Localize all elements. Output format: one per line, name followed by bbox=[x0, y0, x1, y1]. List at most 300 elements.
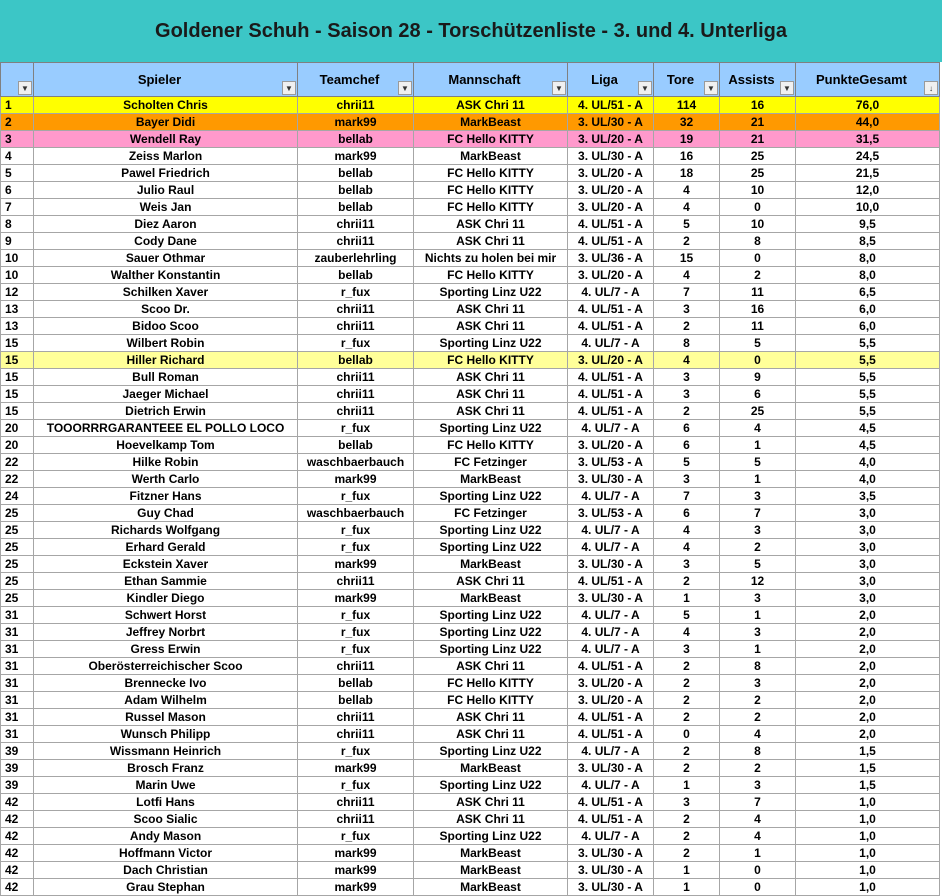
cell-liga[interactable]: 4. UL/7 - A bbox=[568, 335, 654, 352]
cell-punkte[interactable]: 5,5 bbox=[796, 335, 940, 352]
cell-tore[interactable]: 4 bbox=[654, 267, 720, 284]
sort-descending-icon[interactable]: ↓ bbox=[924, 81, 938, 95]
cell-mannschaft[interactable]: FC Hello KITTY bbox=[414, 131, 568, 148]
cell-teamchef[interactable]: bellab bbox=[298, 267, 414, 284]
cell-rank[interactable]: 7 bbox=[1, 199, 34, 216]
cell-rank[interactable]: 8 bbox=[1, 216, 34, 233]
cell-assists[interactable]: 5 bbox=[720, 335, 796, 352]
cell-spieler[interactable]: Bidoo Scoo bbox=[34, 318, 298, 335]
cell-liga[interactable]: 4. UL/51 - A bbox=[568, 97, 654, 114]
cell-rank[interactable]: 24 bbox=[1, 488, 34, 505]
cell-liga[interactable]: 4. UL/51 - A bbox=[568, 794, 654, 811]
cell-punkte[interactable]: 4,5 bbox=[796, 420, 940, 437]
cell-liga[interactable]: 4. UL/7 - A bbox=[568, 641, 654, 658]
dropdown-arrow-icon[interactable]: ▼ bbox=[398, 81, 412, 95]
cell-assists[interactable]: 25 bbox=[720, 403, 796, 420]
cell-assists[interactable]: 21 bbox=[720, 114, 796, 131]
cell-spieler[interactable]: Kindler Diego bbox=[34, 590, 298, 607]
cell-liga[interactable]: 3. UL/30 - A bbox=[568, 845, 654, 862]
cell-mannschaft[interactable]: FC Hello KITTY bbox=[414, 165, 568, 182]
cell-punkte[interactable]: 1,0 bbox=[796, 879, 940, 896]
cell-punkte[interactable]: 6,0 bbox=[796, 301, 940, 318]
cell-punkte[interactable]: 9,5 bbox=[796, 216, 940, 233]
cell-liga[interactable]: 4. UL/7 - A bbox=[568, 539, 654, 556]
cell-punkte[interactable]: 2,0 bbox=[796, 658, 940, 675]
cell-mannschaft[interactable]: Sporting Linz U22 bbox=[414, 743, 568, 760]
dropdown-arrow-icon[interactable]: ▼ bbox=[282, 81, 296, 95]
cell-mannschaft[interactable]: FC Hello KITTY bbox=[414, 352, 568, 369]
table-row[interactable] bbox=[1, 403, 940, 420]
cell-mannschaft[interactable]: ASK Chri 11 bbox=[414, 216, 568, 233]
cell-spieler[interactable]: Zeiss Marlon bbox=[34, 148, 298, 165]
cell-spieler[interactable]: Oberösterreichischer Scoo bbox=[34, 658, 298, 675]
cell-liga[interactable]: 4. UL/7 - A bbox=[568, 743, 654, 760]
cell-liga[interactable]: 4. UL/7 - A bbox=[568, 777, 654, 794]
cell-rank[interactable]: 39 bbox=[1, 743, 34, 760]
cell-mannschaft[interactable]: ASK Chri 11 bbox=[414, 794, 568, 811]
cell-mannschaft[interactable]: Sporting Linz U22 bbox=[414, 284, 568, 301]
cell-rank[interactable]: 10 bbox=[1, 267, 34, 284]
cell-spieler[interactable]: Scholten Chris bbox=[34, 97, 298, 114]
table-row[interactable] bbox=[1, 624, 940, 641]
cell-tore[interactable]: 1 bbox=[654, 862, 720, 879]
cell-spieler[interactable]: Brosch Franz bbox=[34, 760, 298, 777]
table-row[interactable] bbox=[1, 471, 940, 488]
cell-mannschaft[interactable]: ASK Chri 11 bbox=[414, 318, 568, 335]
cell-tore[interactable]: 18 bbox=[654, 165, 720, 182]
cell-punkte[interactable]: 3,0 bbox=[796, 556, 940, 573]
cell-liga[interactable]: 3. UL/20 - A bbox=[568, 182, 654, 199]
table-row[interactable] bbox=[1, 811, 940, 828]
cell-rank[interactable]: 31 bbox=[1, 641, 34, 658]
cell-punkte[interactable]: 5,5 bbox=[796, 352, 940, 369]
cell-tore[interactable]: 3 bbox=[654, 301, 720, 318]
table-row[interactable] bbox=[1, 369, 940, 386]
cell-assists[interactable]: 3 bbox=[720, 675, 796, 692]
cell-teamchef[interactable]: r_fux bbox=[298, 284, 414, 301]
cell-spieler[interactable]: Bull Roman bbox=[34, 369, 298, 386]
cell-spieler[interactable]: Scoo Dr. bbox=[34, 301, 298, 318]
table-row[interactable] bbox=[1, 437, 940, 454]
cell-liga[interactable]: 3. UL/30 - A bbox=[568, 471, 654, 488]
cell-teamchef[interactable]: mark99 bbox=[298, 760, 414, 777]
table-row[interactable] bbox=[1, 879, 940, 896]
cell-rank[interactable]: 42 bbox=[1, 845, 34, 862]
cell-spieler[interactable]: Adam Wilhelm bbox=[34, 692, 298, 709]
cell-rank[interactable]: 15 bbox=[1, 335, 34, 352]
cell-teamchef[interactable]: bellab bbox=[298, 199, 414, 216]
cell-assists[interactable]: 2 bbox=[720, 692, 796, 709]
cell-liga[interactable]: 3. UL/20 - A bbox=[568, 165, 654, 182]
table-row[interactable] bbox=[1, 743, 940, 760]
cell-assists[interactable]: 8 bbox=[720, 743, 796, 760]
cell-tore[interactable]: 2 bbox=[654, 845, 720, 862]
cell-rank[interactable]: 42 bbox=[1, 794, 34, 811]
cell-punkte[interactable]: 5,5 bbox=[796, 386, 940, 403]
cell-assists[interactable]: 6 bbox=[720, 386, 796, 403]
table-row[interactable] bbox=[1, 607, 940, 624]
cell-mannschaft[interactable]: MarkBeast bbox=[414, 845, 568, 862]
cell-mannschaft[interactable]: ASK Chri 11 bbox=[414, 369, 568, 386]
table-row[interactable] bbox=[1, 692, 940, 709]
cell-rank[interactable]: 25 bbox=[1, 505, 34, 522]
cell-spieler[interactable]: Jeffrey Norbrt bbox=[34, 624, 298, 641]
table-row[interactable] bbox=[1, 641, 940, 658]
table-row[interactable] bbox=[1, 352, 940, 369]
cell-tore[interactable]: 0 bbox=[654, 726, 720, 743]
cell-spieler[interactable]: Scoo Sialic bbox=[34, 811, 298, 828]
cell-punkte[interactable]: 4,5 bbox=[796, 437, 940, 454]
cell-punkte[interactable]: 5,5 bbox=[796, 369, 940, 386]
cell-teamchef[interactable]: waschbaerbauch bbox=[298, 505, 414, 522]
cell-teamchef[interactable]: r_fux bbox=[298, 641, 414, 658]
cell-mannschaft[interactable]: MarkBeast bbox=[414, 114, 568, 131]
cell-mannschaft[interactable]: FC Hello KITTY bbox=[414, 267, 568, 284]
cell-mannschaft[interactable]: MarkBeast bbox=[414, 148, 568, 165]
cell-assists[interactable]: 7 bbox=[720, 505, 796, 522]
cell-mannschaft[interactable]: ASK Chri 11 bbox=[414, 811, 568, 828]
cell-punkte[interactable]: 2,0 bbox=[796, 641, 940, 658]
cell-tore[interactable]: 2 bbox=[654, 318, 720, 335]
table-row[interactable] bbox=[1, 216, 940, 233]
cell-punkte[interactable]: 2,0 bbox=[796, 726, 940, 743]
cell-tore[interactable]: 4 bbox=[654, 624, 720, 641]
dropdown-arrow-icon[interactable]: ▼ bbox=[638, 81, 652, 95]
cell-spieler[interactable]: Pawel Friedrich bbox=[34, 165, 298, 182]
cell-assists[interactable]: 0 bbox=[720, 862, 796, 879]
cell-assists[interactable]: 4 bbox=[720, 420, 796, 437]
cell-tore[interactable]: 2 bbox=[654, 709, 720, 726]
cell-spieler[interactable]: Erhard Gerald bbox=[34, 539, 298, 556]
cell-punkte[interactable]: 1,5 bbox=[796, 743, 940, 760]
dropdown-arrow-icon[interactable]: ▼ bbox=[780, 81, 794, 95]
table-row[interactable] bbox=[1, 522, 940, 539]
cell-spieler[interactable]: Gress Erwin bbox=[34, 641, 298, 658]
cell-teamchef[interactable]: bellab bbox=[298, 131, 414, 148]
cell-teamchef[interactable]: r_fux bbox=[298, 488, 414, 505]
cell-mannschaft[interactable]: Sporting Linz U22 bbox=[414, 335, 568, 352]
cell-punkte[interactable]: 8,5 bbox=[796, 233, 940, 250]
cell-assists[interactable]: 0 bbox=[720, 879, 796, 896]
cell-rank[interactable]: 10 bbox=[1, 250, 34, 267]
cell-punkte[interactable]: 3,0 bbox=[796, 505, 940, 522]
cell-liga[interactable]: 4. UL/7 - A bbox=[568, 607, 654, 624]
cell-assists[interactable]: 4 bbox=[720, 726, 796, 743]
table-row[interactable] bbox=[1, 148, 940, 165]
cell-tore[interactable]: 2 bbox=[654, 828, 720, 845]
cell-spieler[interactable]: Hiller Richard bbox=[34, 352, 298, 369]
cell-assists[interactable]: 2 bbox=[720, 760, 796, 777]
table-row[interactable] bbox=[1, 590, 940, 607]
cell-punkte[interactable]: 3,0 bbox=[796, 573, 940, 590]
cell-teamchef[interactable]: mark99 bbox=[298, 590, 414, 607]
cell-mannschaft[interactable]: MarkBeast bbox=[414, 471, 568, 488]
cell-tore[interactable]: 2 bbox=[654, 658, 720, 675]
cell-teamchef[interactable]: r_fux bbox=[298, 607, 414, 624]
cell-teamchef[interactable]: bellab bbox=[298, 352, 414, 369]
cell-teamchef[interactable]: mark99 bbox=[298, 148, 414, 165]
cell-liga[interactable]: 3. UL/20 - A bbox=[568, 267, 654, 284]
table-row[interactable] bbox=[1, 488, 940, 505]
cell-tore[interactable]: 4 bbox=[654, 352, 720, 369]
cell-rank[interactable]: 39 bbox=[1, 760, 34, 777]
cell-assists[interactable]: 11 bbox=[720, 284, 796, 301]
cell-tore[interactable]: 2 bbox=[654, 675, 720, 692]
cell-rank[interactable]: 15 bbox=[1, 352, 34, 369]
cell-tore[interactable]: 4 bbox=[654, 539, 720, 556]
cell-assists[interactable]: 12 bbox=[720, 573, 796, 590]
cell-punkte[interactable]: 4,0 bbox=[796, 471, 940, 488]
cell-teamchef[interactable]: mark99 bbox=[298, 556, 414, 573]
cell-teamchef[interactable]: r_fux bbox=[298, 420, 414, 437]
table-row[interactable] bbox=[1, 794, 940, 811]
cell-liga[interactable]: 4. UL/51 - A bbox=[568, 369, 654, 386]
cell-liga[interactable]: 3. UL/20 - A bbox=[568, 131, 654, 148]
cell-mannschaft[interactable]: ASK Chri 11 bbox=[414, 233, 568, 250]
cell-punkte[interactable]: 6,0 bbox=[796, 318, 940, 335]
cell-punkte[interactable]: 1,0 bbox=[796, 845, 940, 862]
cell-rank[interactable]: 25 bbox=[1, 556, 34, 573]
cell-teamchef[interactable]: mark99 bbox=[298, 471, 414, 488]
cell-spieler[interactable]: Lotfi Hans bbox=[34, 794, 298, 811]
cell-teamchef[interactable]: r_fux bbox=[298, 777, 414, 794]
cell-teamchef[interactable]: mark99 bbox=[298, 879, 414, 896]
cell-punkte[interactable]: 1,0 bbox=[796, 828, 940, 845]
cell-assists[interactable]: 2 bbox=[720, 267, 796, 284]
table-row[interactable] bbox=[1, 539, 940, 556]
cell-tore[interactable]: 19 bbox=[654, 131, 720, 148]
cell-rank[interactable]: 25 bbox=[1, 573, 34, 590]
table-row[interactable] bbox=[1, 301, 940, 318]
cell-punkte[interactable]: 2,0 bbox=[796, 709, 940, 726]
cell-liga[interactable]: 4. UL/51 - A bbox=[568, 811, 654, 828]
cell-teamchef[interactable]: chrii11 bbox=[298, 233, 414, 250]
cell-tore[interactable]: 6 bbox=[654, 437, 720, 454]
cell-tore[interactable]: 16 bbox=[654, 148, 720, 165]
table-row[interactable] bbox=[1, 777, 940, 794]
cell-mannschaft[interactable]: ASK Chri 11 bbox=[414, 709, 568, 726]
cell-assists[interactable]: 5 bbox=[720, 556, 796, 573]
cell-liga[interactable]: 3. UL/30 - A bbox=[568, 556, 654, 573]
cell-spieler[interactable]: Wendell Ray bbox=[34, 131, 298, 148]
cell-rank[interactable]: 6 bbox=[1, 182, 34, 199]
cell-assists[interactable]: 0 bbox=[720, 199, 796, 216]
cell-mannschaft[interactable]: MarkBeast bbox=[414, 862, 568, 879]
cell-tore[interactable]: 2 bbox=[654, 811, 720, 828]
cell-rank[interactable]: 5 bbox=[1, 165, 34, 182]
table-row[interactable] bbox=[1, 182, 940, 199]
cell-assists[interactable]: 1 bbox=[720, 471, 796, 488]
cell-punkte[interactable]: 1,0 bbox=[796, 862, 940, 879]
cell-tore[interactable]: 3 bbox=[654, 386, 720, 403]
cell-tore[interactable]: 1 bbox=[654, 590, 720, 607]
cell-mannschaft[interactable]: Sporting Linz U22 bbox=[414, 624, 568, 641]
cell-assists[interactable]: 1 bbox=[720, 437, 796, 454]
cell-rank[interactable]: 15 bbox=[1, 386, 34, 403]
cell-mannschaft[interactable]: MarkBeast bbox=[414, 760, 568, 777]
cell-rank[interactable]: 39 bbox=[1, 777, 34, 794]
table-row[interactable] bbox=[1, 420, 940, 437]
cell-assists[interactable]: 1 bbox=[720, 845, 796, 862]
cell-tore[interactable]: 5 bbox=[654, 607, 720, 624]
cell-rank[interactable]: 42 bbox=[1, 828, 34, 845]
cell-liga[interactable]: 4. UL/51 - A bbox=[568, 386, 654, 403]
cell-assists[interactable]: 3 bbox=[720, 777, 796, 794]
cell-liga[interactable]: 3. UL/20 - A bbox=[568, 199, 654, 216]
cell-punkte[interactable]: 6,5 bbox=[796, 284, 940, 301]
table-row[interactable] bbox=[1, 828, 940, 845]
table-row[interactable] bbox=[1, 658, 940, 675]
cell-teamchef[interactable]: chrii11 bbox=[298, 794, 414, 811]
cell-assists[interactable]: 4 bbox=[720, 828, 796, 845]
cell-tore[interactable]: 3 bbox=[654, 641, 720, 658]
cell-tore[interactable]: 3 bbox=[654, 369, 720, 386]
cell-teamchef[interactable]: chrii11 bbox=[298, 216, 414, 233]
cell-tore[interactable]: 4 bbox=[654, 522, 720, 539]
dropdown-arrow-icon[interactable]: ▼ bbox=[18, 81, 32, 95]
cell-tore[interactable]: 3 bbox=[654, 794, 720, 811]
cell-punkte[interactable]: 1,5 bbox=[796, 777, 940, 794]
cell-assists[interactable]: 1 bbox=[720, 607, 796, 624]
table-row[interactable] bbox=[1, 131, 940, 148]
cell-liga[interactable]: 3. UL/20 - A bbox=[568, 692, 654, 709]
cell-spieler[interactable]: Grau Stephan bbox=[34, 879, 298, 896]
cell-teamchef[interactable]: mark99 bbox=[298, 114, 414, 131]
cell-punkte[interactable]: 3,0 bbox=[796, 590, 940, 607]
cell-tore[interactable]: 5 bbox=[654, 216, 720, 233]
cell-liga[interactable]: 4. UL/51 - A bbox=[568, 216, 654, 233]
cell-spieler[interactable]: Russel Mason bbox=[34, 709, 298, 726]
cell-rank[interactable]: 22 bbox=[1, 454, 34, 471]
cell-liga[interactable]: 4. UL/51 - A bbox=[568, 233, 654, 250]
cell-assists[interactable]: 10 bbox=[720, 216, 796, 233]
cell-liga[interactable]: 4. UL/51 - A bbox=[568, 318, 654, 335]
cell-mannschaft[interactable]: FC Hello KITTY bbox=[414, 675, 568, 692]
cell-mannschaft[interactable]: Sporting Linz U22 bbox=[414, 641, 568, 658]
table-row[interactable] bbox=[1, 760, 940, 777]
cell-teamchef[interactable]: waschbaerbauch bbox=[298, 454, 414, 471]
cell-rank[interactable]: 31 bbox=[1, 607, 34, 624]
table-row[interactable] bbox=[1, 845, 940, 862]
cell-punkte[interactable]: 3,0 bbox=[796, 522, 940, 539]
cell-spieler[interactable]: Eckstein Xaver bbox=[34, 556, 298, 573]
cell-liga[interactable]: 4. UL/51 - A bbox=[568, 301, 654, 318]
cell-punkte[interactable]: 12,0 bbox=[796, 182, 940, 199]
cell-tore[interactable]: 2 bbox=[654, 233, 720, 250]
cell-spieler[interactable]: Richards Wolfgang bbox=[34, 522, 298, 539]
table-row[interactable] bbox=[1, 97, 940, 114]
cell-punkte[interactable]: 44,0 bbox=[796, 114, 940, 131]
cell-rank[interactable]: 25 bbox=[1, 522, 34, 539]
cell-assists[interactable]: 3 bbox=[720, 590, 796, 607]
cell-assists[interactable]: 2 bbox=[720, 709, 796, 726]
cell-spieler[interactable]: Werth Carlo bbox=[34, 471, 298, 488]
dropdown-arrow-icon[interactable]: ▼ bbox=[552, 81, 566, 95]
cell-punkte[interactable]: 10,0 bbox=[796, 199, 940, 216]
cell-mannschaft[interactable]: ASK Chri 11 bbox=[414, 726, 568, 743]
cell-teamchef[interactable]: chrii11 bbox=[298, 318, 414, 335]
cell-rank[interactable]: 15 bbox=[1, 369, 34, 386]
cell-liga[interactable]: 3. UL/30 - A bbox=[568, 862, 654, 879]
cell-tore[interactable]: 15 bbox=[654, 250, 720, 267]
cell-teamchef[interactable]: chrii11 bbox=[298, 97, 414, 114]
cell-rank[interactable]: 31 bbox=[1, 675, 34, 692]
cell-assists[interactable]: 1 bbox=[720, 641, 796, 658]
cell-liga[interactable]: 4. UL/51 - A bbox=[568, 709, 654, 726]
cell-assists[interactable]: 16 bbox=[720, 301, 796, 318]
cell-spieler[interactable]: Marin Uwe bbox=[34, 777, 298, 794]
cell-liga[interactable]: 3. UL/30 - A bbox=[568, 114, 654, 131]
cell-spieler[interactable]: Walther Konstantin bbox=[34, 267, 298, 284]
cell-assists[interactable]: 4 bbox=[720, 811, 796, 828]
cell-spieler[interactable]: Brennecke Ivo bbox=[34, 675, 298, 692]
cell-mannschaft[interactable]: FC Hello KITTY bbox=[414, 437, 568, 454]
cell-mannschaft[interactable]: MarkBeast bbox=[414, 590, 568, 607]
cell-liga[interactable]: 3. UL/20 - A bbox=[568, 675, 654, 692]
table-row[interactable] bbox=[1, 318, 940, 335]
cell-liga[interactable]: 3. UL/30 - A bbox=[568, 590, 654, 607]
table-row[interactable] bbox=[1, 386, 940, 403]
cell-mannschaft[interactable]: Sporting Linz U22 bbox=[414, 607, 568, 624]
cell-teamchef[interactable]: chrii11 bbox=[298, 403, 414, 420]
cell-spieler[interactable]: Hilke Robin bbox=[34, 454, 298, 471]
cell-liga[interactable]: 3. UL/36 - A bbox=[568, 250, 654, 267]
cell-tore[interactable]: 1 bbox=[654, 777, 720, 794]
table-row[interactable] bbox=[1, 267, 940, 284]
cell-teamchef[interactable]: r_fux bbox=[298, 624, 414, 641]
cell-mannschaft[interactable]: FC Fetzinger bbox=[414, 505, 568, 522]
table-row[interactable] bbox=[1, 233, 940, 250]
cell-assists[interactable]: 25 bbox=[720, 165, 796, 182]
cell-spieler[interactable]: Sauer Othmar bbox=[34, 250, 298, 267]
cell-spieler[interactable]: Ethan Sammie bbox=[34, 573, 298, 590]
cell-teamchef[interactable]: mark99 bbox=[298, 862, 414, 879]
cell-punkte[interactable]: 3,5 bbox=[796, 488, 940, 505]
cell-tore[interactable]: 3 bbox=[654, 556, 720, 573]
cell-punkte[interactable]: 31,5 bbox=[796, 131, 940, 148]
cell-rank[interactable]: 13 bbox=[1, 301, 34, 318]
table-row[interactable] bbox=[1, 862, 940, 879]
cell-spieler[interactable]: Wunsch Philipp bbox=[34, 726, 298, 743]
cell-punkte[interactable]: 1,0 bbox=[796, 794, 940, 811]
cell-tore[interactable]: 8 bbox=[654, 335, 720, 352]
cell-rank[interactable]: 31 bbox=[1, 726, 34, 743]
cell-spieler[interactable]: Jaeger Michael bbox=[34, 386, 298, 403]
cell-rank[interactable]: 31 bbox=[1, 624, 34, 641]
cell-tore[interactable]: 1 bbox=[654, 879, 720, 896]
cell-punkte[interactable]: 1,0 bbox=[796, 811, 940, 828]
cell-assists[interactable]: 8 bbox=[720, 233, 796, 250]
cell-teamchef[interactable]: mark99 bbox=[298, 845, 414, 862]
cell-rank[interactable]: 42 bbox=[1, 811, 34, 828]
cell-assists[interactable]: 21 bbox=[720, 131, 796, 148]
cell-teamchef[interactable]: chrii11 bbox=[298, 811, 414, 828]
cell-teamchef[interactable]: chrii11 bbox=[298, 709, 414, 726]
cell-rank[interactable]: 25 bbox=[1, 590, 34, 607]
cell-teamchef[interactable]: chrii11 bbox=[298, 658, 414, 675]
cell-liga[interactable]: 3. UL/20 - A bbox=[568, 352, 654, 369]
cell-punkte[interactable]: 24,5 bbox=[796, 148, 940, 165]
cell-tore[interactable]: 6 bbox=[654, 420, 720, 437]
dropdown-arrow-icon[interactable]: ▼ bbox=[704, 81, 718, 95]
cell-rank[interactable]: 31 bbox=[1, 658, 34, 675]
cell-punkte[interactable]: 2,0 bbox=[796, 675, 940, 692]
cell-assists[interactable]: 8 bbox=[720, 658, 796, 675]
cell-rank[interactable]: 13 bbox=[1, 318, 34, 335]
cell-teamchef[interactable]: chrii11 bbox=[298, 573, 414, 590]
cell-teamchef[interactable]: bellab bbox=[298, 692, 414, 709]
cell-spieler[interactable]: TOOORRRGARANTEEE EL POLLO LOCO bbox=[34, 420, 298, 437]
